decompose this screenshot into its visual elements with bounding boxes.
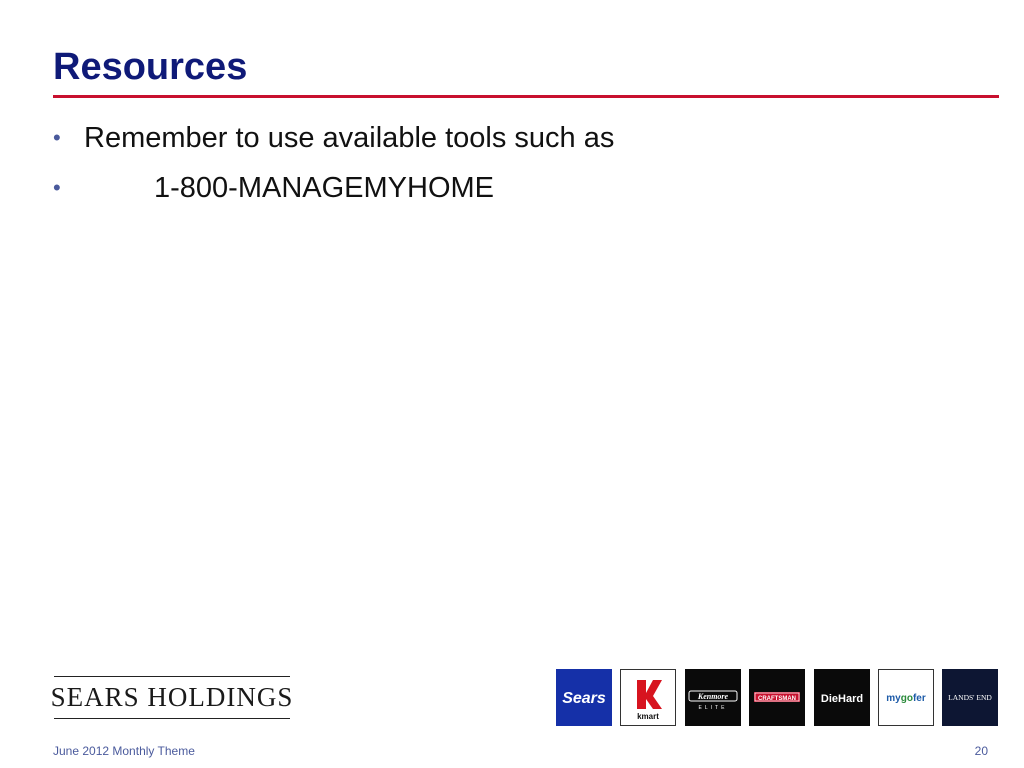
svg-text:mygofer: mygofer (886, 693, 926, 704)
logo-rule-bottom (54, 718, 290, 719)
logo-rule-top (54, 676, 290, 677)
footer-theme: June 2012 Monthly Theme (53, 744, 195, 758)
svg-text:DieHard: DieHard (820, 693, 864, 705)
kmart-logo (620, 669, 676, 726)
kenmore-elite-logo (685, 669, 741, 726)
svg-text:Kenmore: Kenmore (697, 692, 729, 701)
bullet-glyph: • (53, 175, 61, 200)
bullet-text: 1-800-MANAGEMYHOME (154, 172, 495, 204)
slide-title: Resources (53, 46, 248, 88)
sears-logo (556, 669, 612, 726)
bullet-glyph: • (53, 125, 61, 150)
title-underline (53, 95, 999, 98)
mygofer-logo (878, 669, 934, 726)
bullet-text: Remember to use available tools such as (84, 122, 615, 154)
svg-text:CRAFTSMAN: CRAFTSMAN (758, 696, 796, 702)
page-number: 20 (974, 744, 988, 758)
diehard-logo (814, 669, 870, 726)
svg-text:LANDS' END: LANDS' END (948, 693, 992, 702)
svg-text:ELITE: ELITE (698, 705, 728, 711)
svg-text:Sears: Sears (562, 690, 606, 707)
sears-holdings-logo (46, 676, 298, 720)
sears-holdings-wordmark: SEARS HOLDINGS (50, 682, 294, 712)
lands-end-logo (942, 669, 998, 726)
svg-text:kmart: kmart (637, 712, 659, 721)
craftsman-logo (749, 669, 805, 726)
